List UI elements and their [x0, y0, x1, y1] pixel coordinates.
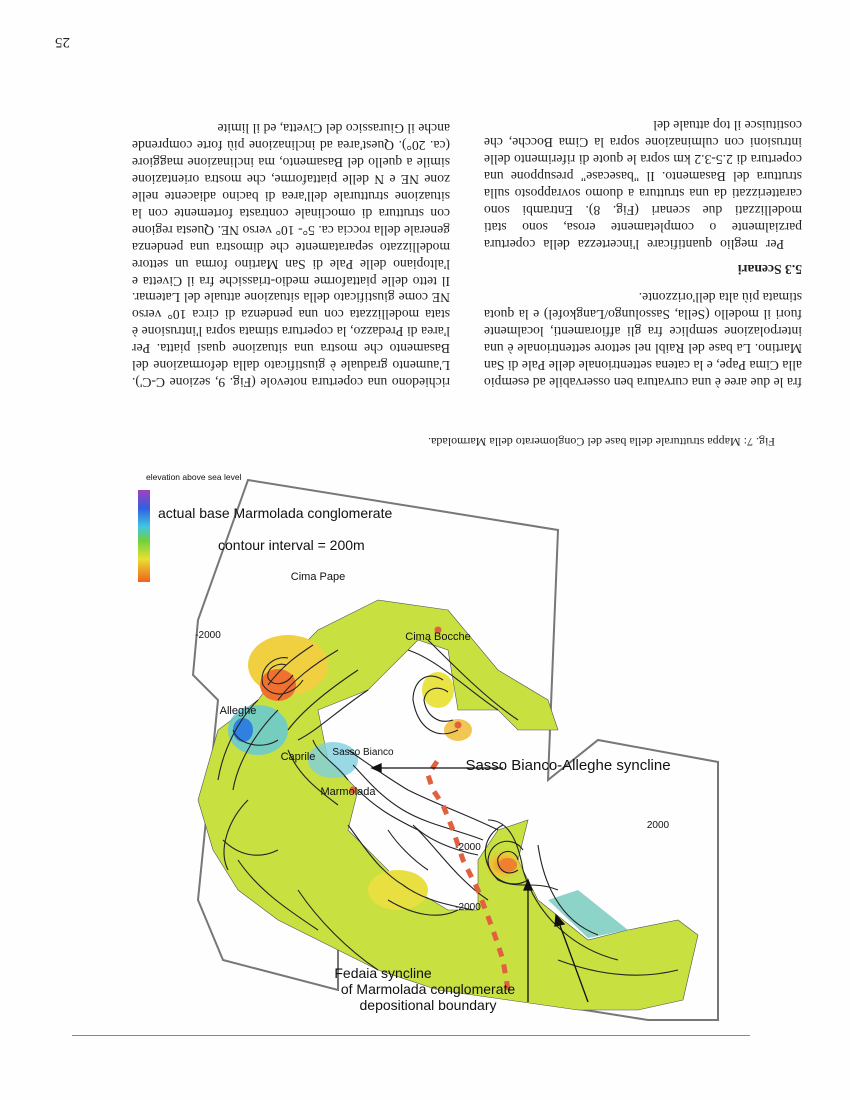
legend-interval: contour interval = 200m — [218, 537, 365, 553]
marmolada-label: Marmolada — [320, 786, 376, 798]
cima-pape-label: Cima Pape — [290, 571, 346, 583]
legend-axis-label: elevation above sea level — [146, 472, 242, 482]
text-column-right — [484, 116, 802, 390]
paragraph: richiedono una copertura notevole (Fig. 9, sezione C-C'). L'aumento graduale è giustificato dalla deformazione del Basamento che mostra una situazione quasi piatta. Per l'area di Predazzo, la copertura stimata sopra l'intrusione è stata modellizzata con una pendenza di circa 10° verso NE come giustificato della situazione attuale del Latemar. Il tetto delle piattaforme medio-triassiche fra il Civetta e l'altopiano delle Pale di San Martino forma un settore modellizzato separatamente che dimostra una pendenza generale della roccia ca. 5°- 10° verso NE. Questa regione con struttura di omoclinale contrasta fortemente con la situazione strutturale dell'area di bacino adiacente nelle zone NE e N delle piattaforme, che mostra orientazione simile a quello del Basamento, ma inclinazione maggiore (ca. 20°). Quest'area ad inclinazione più forte comprende anche il Giurassico del Civetta, ed il limite — [132, 121, 450, 390]
cima-bocche-label: Cima Bocche — [405, 631, 471, 643]
alleghe-label: Alleghe — [219, 705, 257, 717]
contour-label: 2000 — [646, 820, 670, 831]
legend-title: actual base Marmolada conglomerate — [158, 505, 393, 521]
figure-rule — [72, 1035, 750, 1036]
text-column-left — [132, 120, 450, 391]
contour-label: -2000 — [455, 842, 481, 853]
sasso-bianco-syncline-label: Sasso Bianco-Alleghe syncline — [465, 757, 671, 774]
sasso-bianco-label: Sasso Bianco — [332, 747, 394, 758]
figure-caption: Fig. 7: Mappa strutturale della base del Conglomerato della Marmolada. — [428, 435, 775, 449]
paragraph: Per meglio quantificare l'incertezza della copertura parzialmente o completamente erosa, sono stati modellizzati due scenari (Fig. 8). Entrambi sono caratterizzati da una struttura a duomo sovrapposto sulla struttura del Basamento. Il "basecase" presuppone una copertura di 2.5-3.2 km sopra le quote di riferimento delle intrusioni con culminazione sopra la Cima Bocche, che costituisce il top attuale del — [484, 118, 802, 252]
structural-map — [138, 450, 758, 1030]
paragraph: fra le due aree è una curvatura ben osservabile ad esempio alla Cima Pape, e la catena settentrionale delle Pale di San Martino. La base del Raibl nel settore settentrionale è una interpolazione semplice fra gli affioramenti, localmente fuori il modello (Sella, Sassolungo/Langkofel) e la quota stimata più alta dell'orizzonte. — [484, 290, 802, 390]
contour-label: -2000 — [195, 630, 221, 641]
depositional-boundary-label-1: depositional boundary — [359, 997, 497, 1013]
legend-color-ramp — [138, 490, 150, 582]
section-heading: 5.3 Scenari — [737, 261, 802, 277]
page-number: 25 — [55, 34, 70, 50]
caprile-label: Caprile — [280, 751, 316, 763]
depositional-boundary-label-2: of Marmolada conglomerate — [340, 981, 516, 997]
fedaia-syncline-label: Fedaia syncline — [334, 965, 432, 981]
contour-label: -2000 — [455, 902, 481, 913]
alleghe-dot — [455, 722, 462, 729]
